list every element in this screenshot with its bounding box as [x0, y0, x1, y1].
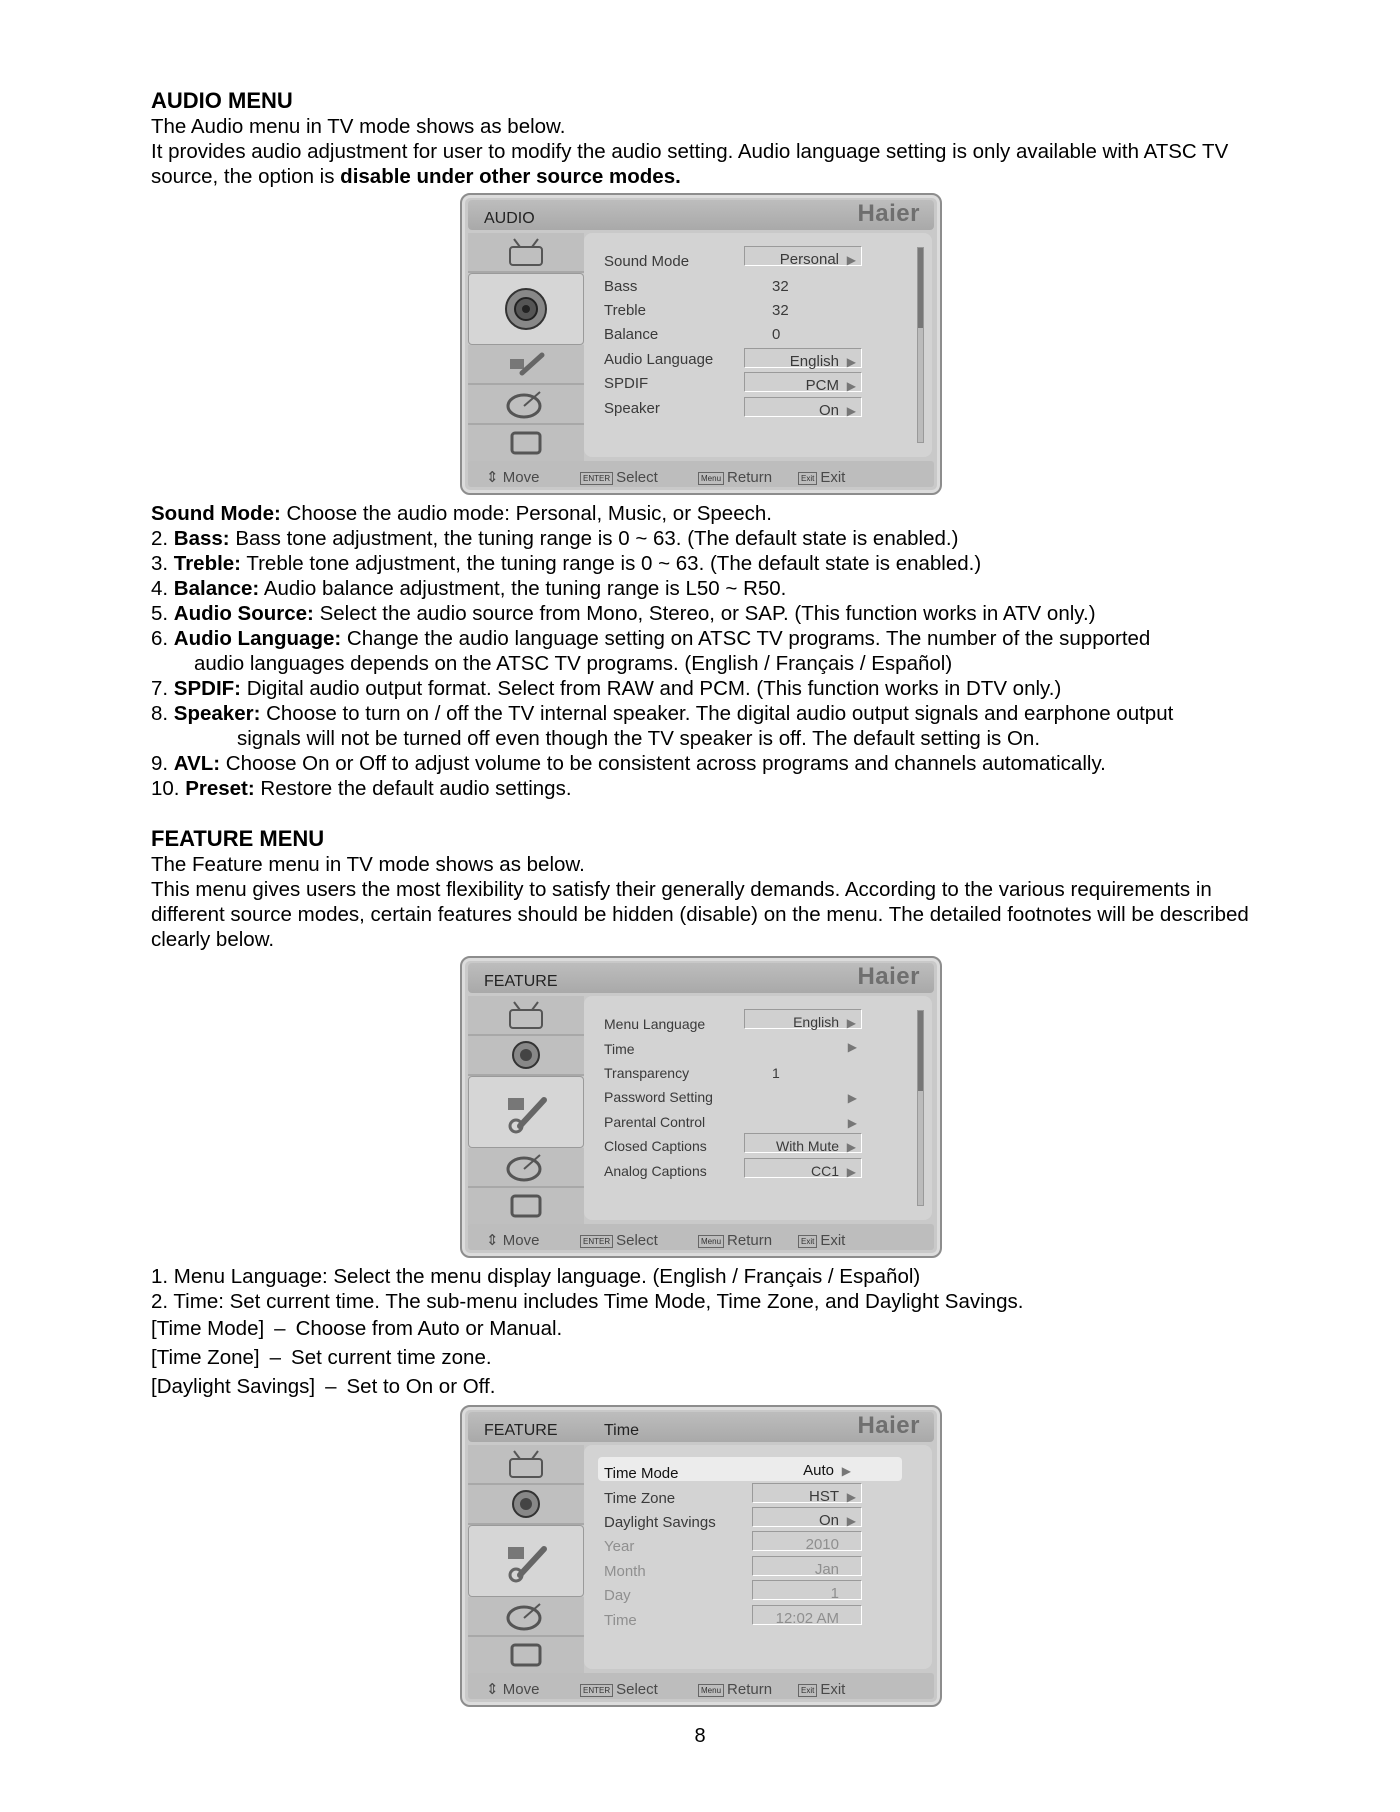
arrow-right-icon: ▶ [846, 379, 856, 393]
tv-picture-icon [468, 1445, 584, 1485]
tools-icon [468, 1525, 584, 1597]
audio-item: 2. Bass: Bass tone adjustment, the tuning range is 0 ~ 63. (The default state is enabled.) [151, 527, 959, 550]
audio-item: 4. Balance: Audio balance adjustment, the tuning range is L50 ~ R50. [151, 577, 787, 600]
monitor-icon [468, 1188, 584, 1228]
brand-logo: Haier [857, 963, 920, 990]
audio-item: 9. AVL: Choose On or Off to adjust volume to be consistent across programs and channels automatically. [151, 752, 1106, 775]
move-hint: ⇕ Move [486, 1232, 540, 1249]
osd-row[interactable]: Transparency 1 [604, 1065, 780, 1081]
osd-row[interactable]: Password Setting ▶ [584, 1081, 932, 1105]
osd-footer [468, 461, 934, 487]
osd-row[interactable]: Time ▶ [584, 1033, 932, 1057]
audio-menu-screenshot [460, 193, 942, 495]
osd-row[interactable]: Speaker On ▶ [584, 392, 932, 416]
arrow-right-icon: ▶ [846, 253, 856, 267]
return-hint: Menu Return [698, 1677, 772, 1702]
osd-settings-list [584, 233, 932, 457]
exit-hint: Exit Exit [798, 1677, 845, 1702]
osd-row[interactable]: SPDIF PCM ▶ [584, 367, 932, 391]
speaker-icon [468, 1485, 584, 1525]
feature-intro-1: The Feature menu in TV mode shows as below. [151, 853, 585, 876]
audio-intro-1: The Audio menu in TV mode shows as below. [151, 115, 566, 138]
arrow-right-icon: ▶ [846, 1016, 856, 1030]
page-number: 8 [694, 1725, 706, 1747]
osd-row[interactable]: Audio Language English ▶ [584, 343, 932, 367]
monitor-icon [468, 425, 584, 465]
osd-title: FEATURE [484, 1422, 558, 1439]
audio-item: Sound Mode: Choose the audio mode: Personal, Music, or Speech. [151, 502, 772, 525]
osd-row-disabled: Time 12:02 AM [584, 1604, 932, 1628]
osd-footer [468, 1224, 934, 1250]
satellite-icon [468, 1597, 584, 1637]
audio-item: 8. Speaker: Choose to turn on / off the TV internal speaker. The digital audio output signals and earphone output [151, 702, 1174, 725]
tv-picture-icon [468, 233, 584, 273]
feature-item-1: 1. Menu Language: Select the menu display language. (English / Français / Español) [151, 1265, 921, 1288]
arrow-right-icon: ▶ [847, 1116, 857, 1130]
time-sub-item: [Time Mode] – Choose from Auto or Manual. [151, 1317, 563, 1340]
select-hint: ENTER Select [580, 465, 658, 490]
osd-sidebar [468, 1445, 584, 1669]
osd-settings-list [584, 1445, 932, 1669]
osd-sidebar [468, 233, 584, 457]
tools-icon [468, 1076, 584, 1148]
arrow-right-icon: ▶ [847, 1040, 857, 1054]
audio-item-continued: audio languages depends on the ATSC TV programs. (English / Français / Español) [194, 652, 953, 675]
osd-row-disabled: Year 2010 [584, 1530, 932, 1554]
arrow-right-icon: ▶ [846, 355, 856, 369]
audio-item: 10. Preset: Restore the default audio settings. [151, 777, 572, 800]
audio-heading: AUDIO MENU [151, 88, 293, 113]
osd-row[interactable]: Treble 32 [604, 302, 789, 319]
osd-title: FEATURE [484, 973, 558, 990]
brand-logo: Haier [857, 200, 920, 227]
arrow-right-icon: ▶ [846, 1490, 856, 1504]
osd-sidebar [468, 996, 584, 1220]
osd-scrollbar[interactable] [917, 247, 924, 443]
move-arrows-icon: ⇕ [486, 469, 499, 486]
osd-settings-list [584, 996, 932, 1220]
time-sub-item: [Time Zone] – Set current time zone. [151, 1346, 492, 1369]
osd-row-disabled: Day 1 [584, 1579, 932, 1603]
osd-row[interactable]: Closed Captions With Mute ▶ [584, 1130, 932, 1154]
feature-intro-2: This menu gives users the most flexibility to satisfy their generally demands. According to the various requirements in different source modes, certain features should be hidden (disable) on the menu. The detailed footnotes will be described clearly below. [151, 878, 1249, 951]
tv-picture-icon [468, 996, 584, 1036]
audio-item: 5. Audio Source: Select the audio source from Mono, Stereo, or SAP. (This function works in ATV only.) [151, 602, 1096, 625]
osd-row[interactable]: Analog Captions CC1 ▶ [584, 1155, 932, 1179]
audio-intro-2: It provides audio adjustment for user to modify the audio setting. Audio language setting is only available with ATSC TV source, the option is disable under other source modes. [151, 140, 1229, 188]
arrow-right-icon: ▶ [846, 1165, 856, 1179]
osd-footer [468, 1673, 934, 1699]
satellite-icon [468, 1148, 584, 1188]
feature-menu-screenshot [460, 956, 942, 1258]
feature-heading: FEATURE MENU [151, 826, 325, 851]
exit-hint: Exit Exit [798, 465, 845, 490]
time-menu-screenshot [460, 1405, 942, 1707]
osd-row-disabled: Month Jan [584, 1555, 932, 1579]
monitor-icon [468, 1637, 584, 1677]
osd-row[interactable]: Daylight Savings On ▶ [584, 1506, 932, 1530]
audio-item: 3. Treble: Treble tone adjustment, the tuning range is 0 ~ 63. (The default state is enabled.) [151, 552, 982, 575]
osd-row[interactable]: Parental Control ▶ [584, 1106, 932, 1130]
page-content [151, 88, 1261, 1713]
osd-row-selected[interactable]: Time Mode Auto ▶ [598, 1457, 902, 1481]
select-hint: ENTER Select [580, 1677, 658, 1702]
osd-row[interactable]: Bass 32 [604, 278, 789, 295]
arrow-right-icon: ▶ [846, 404, 856, 418]
audio-item: 7. SPDIF: Digital audio output format. Select from RAW and PCM. (This function works in DTV only.) [151, 677, 1062, 700]
osd-scrollbar[interactable] [917, 1010, 924, 1206]
select-hint: ENTER Select [580, 1228, 658, 1253]
move-arrows-icon: ⇕ [486, 1681, 499, 1698]
arrow-right-icon: ▶ [846, 1140, 856, 1154]
speaker-icon [468, 1036, 584, 1076]
arrow-right-icon: ▶ [846, 1514, 856, 1528]
brand-logo: Haier [857, 1412, 920, 1439]
osd-row[interactable]: Sound Mode Personal ▶ [584, 245, 932, 269]
exit-hint: Exit Exit [798, 1228, 845, 1253]
osd-row[interactable]: Balance 0 [604, 326, 781, 343]
osd-subtitle: Time [604, 1422, 639, 1439]
tools-icon [468, 345, 584, 385]
osd-row[interactable]: Menu Language English ▶ [584, 1008, 932, 1032]
osd-title: AUDIO [484, 210, 535, 227]
audio-item: 6. Audio Language: Change the audio language setting on ATSC TV programs. The number of the supported [151, 627, 1151, 650]
osd-row[interactable]: Time Zone HST ▶ [584, 1482, 932, 1506]
move-arrows-icon: ⇕ [486, 1232, 499, 1249]
arrow-right-icon: ▶ [841, 1464, 851, 1478]
arrow-right-icon: ▶ [847, 1091, 857, 1105]
feature-item-2: 2. Time: Set current time. The sub-menu includes Time Mode, Time Zone, and Daylight Savings. [151, 1290, 1024, 1313]
return-hint: Menu Return [698, 1228, 772, 1253]
return-hint: Menu Return [698, 465, 772, 490]
satellite-icon [468, 385, 584, 425]
move-hint: ⇕ Move [486, 469, 540, 486]
speaker-icon [468, 273, 584, 345]
audio-item-continued: signals will not be turned off even though the TV speaker is off. The default setting is On. [237, 727, 1041, 750]
move-hint: ⇕ Move [486, 1681, 540, 1698]
time-sub-item: [Daylight Savings] – Set to On or Off. [151, 1375, 496, 1398]
